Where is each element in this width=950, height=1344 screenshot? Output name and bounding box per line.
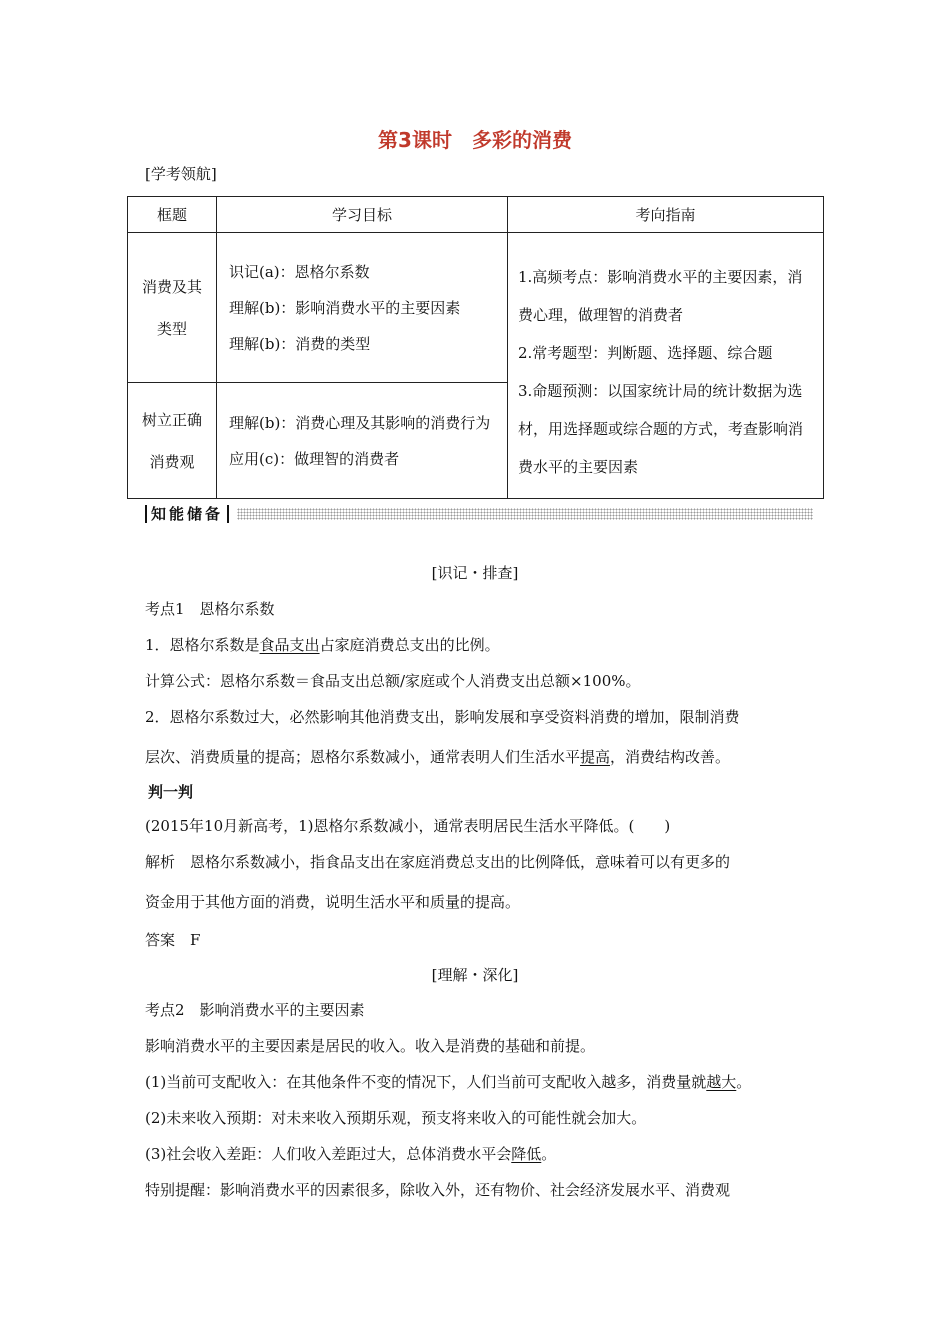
text: 层次、消费质量的提高；恩格尔系数减小，通常表明人们生活水平 — [145, 748, 581, 766]
kp2-item3 — [145, 1143, 556, 1164]
judge-label: 判一判 — [148, 783, 194, 801]
guide-cell — [508, 233, 824, 499]
text: 。 — [541, 1145, 557, 1163]
kp1-point1 — [145, 634, 500, 655]
study-guide-table — [127, 196, 824, 499]
goals-cell — [217, 233, 508, 383]
kp2-item2: (2)未来收入预期：对未来收入预期乐观，预支将来收入的可能性就会加大。 — [145, 1109, 647, 1127]
underlined-term: 越大 — [706, 1073, 737, 1091]
guide-item: 1.高频考点：影响消费水平的主要因素，消费心理，做理智的消费者 — [518, 267, 803, 324]
table-row — [128, 233, 824, 383]
analysis-line1: 解析 恩格尔系数减小，指食品支出在家庭消费总支出的比例降低，意味着可以有更多的 — [145, 853, 731, 871]
underlined-term: 提高 — [580, 748, 611, 766]
dotted-rule — [237, 508, 813, 520]
answer: 答案 F — [145, 931, 201, 949]
text: ，消费结构改善。 — [610, 748, 731, 766]
text: 。 — [736, 1073, 752, 1091]
subsection-heading: [识记・排查] — [431, 564, 519, 582]
kp2-note: 特别提醒：影响消费水平的因素很多，除收入外，还有物价、社会经济发展水平、消费观 — [145, 1181, 731, 1199]
kp1-point2-line1: 2．恩格尔系数过大，必然影响其他消费支出，影响发展和享受资料消费的增加，限制消费 — [145, 708, 740, 726]
guide-item: 3.命题预测：以国家统计局的统计数据为选材，用选择题或综合题的方式，考查影响消费水平的主要因素 — [518, 381, 804, 476]
goals-cell — [217, 383, 508, 499]
page-title: 第3课时 多彩的消费 — [378, 128, 572, 152]
judge-question: (2015年10月新高考，1)恩格尔系数减小，通常表明居民生活水平降低。( ) — [145, 817, 671, 835]
kp1-title: 考点1 恩格尔系数 — [145, 600, 275, 618]
goal-item: 应用(c)：做理智的消费者 — [229, 449, 400, 468]
kp1-point2-line2 — [145, 746, 730, 767]
goal-item: 理解(b)：消费心理及其影响的消费行为 — [229, 413, 491, 432]
text: (3)社会收入差距：人们收入差距过大，总体消费水平会 — [145, 1145, 512, 1163]
section-bar-label: 知能储备 — [145, 505, 229, 523]
goal-item: 理解(b)：影响消费水平的主要因素 — [229, 298, 461, 317]
text: 占家庭消费总支出的比例。 — [319, 636, 500, 654]
kp1-formula: 计算公式：恩格尔系数＝食品支出总额/家庭或个人消费支出总额×100%。 — [145, 672, 641, 690]
kp2-title: 考点2 影响消费水平的主要因素 — [145, 1001, 365, 1019]
underlined-term: 降低 — [511, 1145, 542, 1163]
nav-label: [学考领航] — [145, 165, 217, 183]
analysis-line2: 资金用于其他方面的消费，说明生活水平和质量的提高。 — [145, 893, 521, 911]
goal-item: 识记(a)：恩格尔系数 — [229, 262, 370, 281]
frame-cell — [128, 383, 217, 499]
kp2-intro: 影响消费水平的主要因素是居民的收入。收入是消费的基础和前提。 — [145, 1037, 596, 1055]
kp2-item1 — [145, 1071, 751, 1092]
frame-text: 消费及其类型 — [141, 277, 202, 338]
header-goals: 学习目标 — [217, 197, 508, 233]
goal-item: 理解(b)：消费的类型 — [229, 334, 371, 353]
header-guide: 考向指南 — [508, 197, 824, 233]
guide-item: 2.常考题型：判断题、选择题、综合题 — [518, 343, 773, 362]
frame-text: 树立正确消费观 — [141, 410, 202, 471]
subsection-heading: [理解・深化] — [431, 966, 519, 984]
text: (1)当前可支配收入：在其他条件不变的情况下，人们当前可支配收入越多，消费量就 — [145, 1073, 707, 1091]
header-frame: 框题 — [128, 197, 217, 233]
text: 1．恩格尔系数是 — [145, 636, 260, 654]
table-header-row — [128, 197, 824, 233]
frame-cell — [128, 233, 217, 383]
underlined-term: 食品支出 — [259, 636, 320, 654]
section-bar — [145, 505, 813, 523]
